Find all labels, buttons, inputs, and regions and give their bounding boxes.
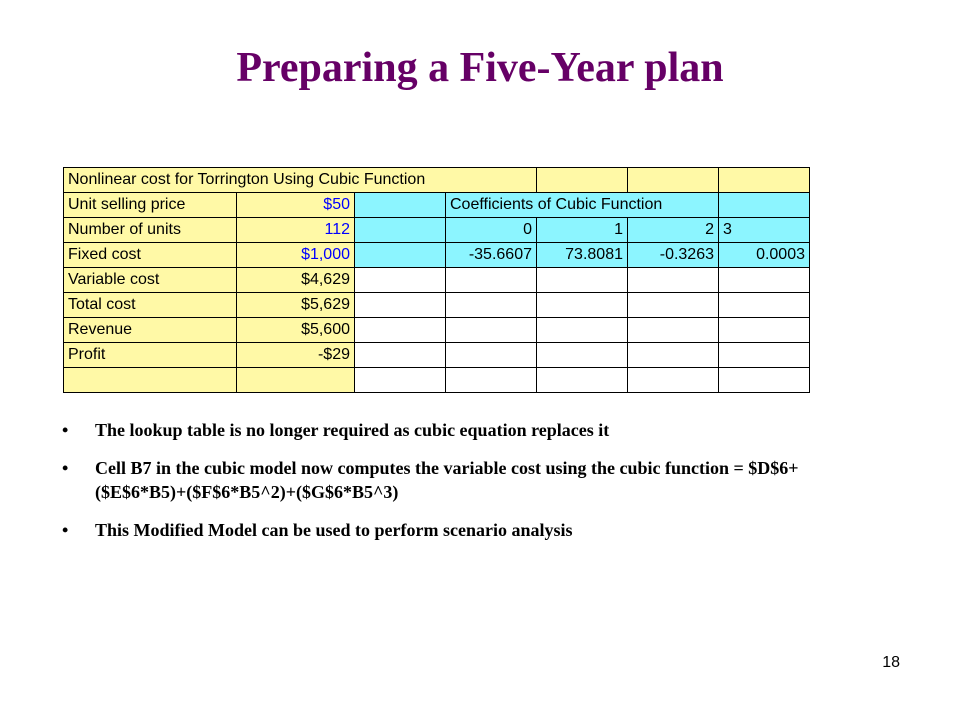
coefficient-index[interactable]: 3 (719, 218, 810, 243)
table-cell[interactable] (719, 293, 810, 318)
table-cell[interactable] (446, 368, 537, 393)
table-cell[interactable] (355, 343, 446, 368)
table-cell[interactable] (446, 343, 537, 368)
row-label[interactable]: Variable cost (64, 268, 237, 293)
table-cell[interactable] (355, 293, 446, 318)
list-item (62, 418, 882, 442)
table-cell[interactable] (355, 193, 446, 218)
table-cell[interactable] (719, 168, 810, 193)
table-cell[interactable] (537, 293, 628, 318)
bullet-text: Cell B7 in the cubic model now computes the variable cost using the cubic function = $D$6+($E$6*B5)+($F$6*B5^2)+($G$6*B5^3) (95, 458, 799, 502)
input-value[interactable]: $50 (237, 193, 355, 218)
table-row (64, 343, 810, 368)
slide-title: Preparing a Five-Year plan (236, 45, 724, 91)
table-cell[interactable] (537, 368, 628, 393)
table-cell[interactable] (446, 318, 537, 343)
bullet-icon: • (62, 458, 69, 478)
table-row (64, 218, 810, 243)
table-cell[interactable] (628, 268, 719, 293)
table-cell[interactable] (237, 368, 355, 393)
table-cell[interactable] (719, 343, 810, 368)
table-cell[interactable] (355, 318, 446, 343)
computed-value[interactable]: $4,629 (237, 268, 355, 293)
list-item (62, 518, 882, 542)
row-label[interactable]: Revenue (64, 318, 237, 343)
coefficient-index[interactable]: 1 (537, 218, 628, 243)
table-row (64, 193, 810, 218)
bullet-text: The lookup table is no longer required as cubic equation replaces it (95, 420, 610, 440)
page-number: 18 (882, 654, 900, 671)
table-cell[interactable] (355, 268, 446, 293)
table-cell[interactable] (446, 293, 537, 318)
bullet-text: This Modified Model can be used to perform scenario analysis (95, 520, 573, 540)
table-row (64, 368, 810, 393)
table-row (64, 168, 810, 193)
table-cell[interactable] (628, 368, 719, 393)
bullet-icon: • (62, 420, 69, 440)
table-row (64, 243, 810, 268)
table-header[interactable]: Nonlinear cost for Torrington Using Cubic Function (64, 168, 537, 193)
table-cell[interactable] (446, 268, 537, 293)
coefficient-value[interactable]: -35.6607 (446, 243, 537, 268)
table-cell[interactable] (537, 318, 628, 343)
row-label[interactable]: Unit selling price (64, 193, 237, 218)
table-cell[interactable] (355, 218, 446, 243)
input-value[interactable]: 112 (237, 218, 355, 243)
coefficient-value[interactable]: 73.8081 (537, 243, 628, 268)
computed-value[interactable]: -$29 (237, 343, 355, 368)
table-cell[interactable] (719, 318, 810, 343)
bullet-list (62, 418, 882, 556)
table-cell[interactable] (537, 268, 628, 293)
table-row (64, 268, 810, 293)
table-cell[interactable] (355, 243, 446, 268)
coefficient-value[interactable]: -0.3263 (628, 243, 719, 268)
spreadsheet-table (63, 167, 810, 393)
row-label[interactable]: Profit (64, 343, 237, 368)
row-label[interactable]: Number of units (64, 218, 237, 243)
list-item (62, 456, 882, 504)
table-cell[interactable] (537, 168, 628, 193)
coefficient-index[interactable]: 0 (446, 218, 537, 243)
computed-value[interactable]: $5,600 (237, 318, 355, 343)
table-cell[interactable] (628, 343, 719, 368)
table-cell[interactable] (64, 368, 237, 393)
table-cell[interactable] (628, 318, 719, 343)
coefficient-value[interactable]: 0.0003 (719, 243, 810, 268)
row-label[interactable]: Fixed cost (64, 243, 237, 268)
row-label[interactable]: Total cost (64, 293, 237, 318)
computed-value[interactable]: $5,629 (237, 293, 355, 318)
coefficient-index[interactable]: 2 (628, 218, 719, 243)
table-cell[interactable] (628, 293, 719, 318)
table-cell[interactable] (355, 368, 446, 393)
table-cell[interactable] (719, 193, 810, 218)
table-cell[interactable] (719, 368, 810, 393)
table-row (64, 318, 810, 343)
table-cell[interactable] (628, 168, 719, 193)
table-row (64, 293, 810, 318)
table-cell[interactable] (719, 268, 810, 293)
table-cell[interactable] (537, 343, 628, 368)
input-value[interactable]: $1,000 (237, 243, 355, 268)
coefficients-title[interactable]: Coefficients of Cubic Function (446, 193, 719, 218)
bullet-icon: • (62, 520, 69, 540)
